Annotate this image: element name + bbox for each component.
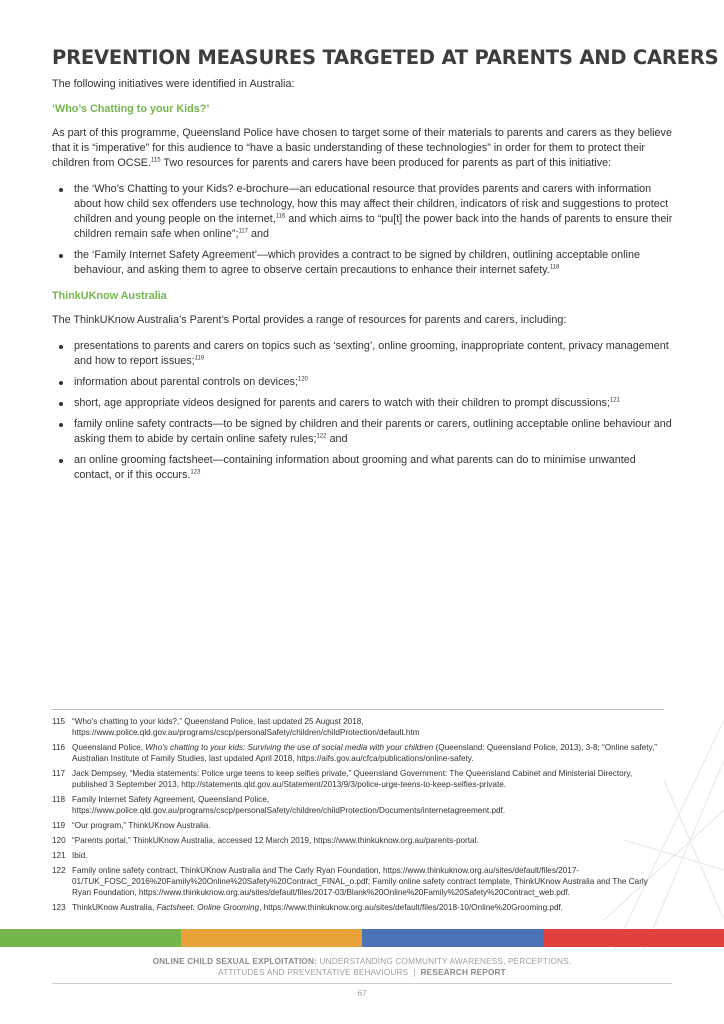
intro-text: The following initiatives were identified in Australia: [52, 78, 295, 90]
footnote-ref[interactable]: 120 [297, 376, 308, 383]
footnote-item: 119 “Our program,” ThinkUKnow Australia. [52, 821, 211, 830]
footnote-item: 123 ThinkUKnow Australia, Factsheet: Online Grooming, https://www.thinkuknow.org.au/sites/default/files/2018-10/Online%20Grooming.pdf. [52, 903, 564, 912]
footnote-ref[interactable]: 119 [194, 355, 205, 362]
whos-chatting-list [52, 182, 674, 278]
color-bar-segment [543, 929, 724, 947]
page-title: PREVENTION MEASURES TARGETED AT PARENTS AND CARERS [52, 46, 719, 69]
list-item: information about parental controls on devices;$^{120}$ [52, 375, 674, 390]
footnote-item: 116 Queensland Police, Who’s chatting to your kids: Surviving the use of social media with your children (Queensland: Queensland Police, 2013), 3-8; “Online safety,” Australian Institute of Family Studies, last updated April 2018, https://aifs.gov.au/cfca/publications/online-safety. [52, 743, 657, 763]
footer-color-bar [0, 929, 724, 947]
section-heading-whos-chatting: ‘Who’s Chatting to your Kids?’ [52, 103, 210, 115]
footnote-item: 122 Family online safety contract, ThinkUKnow Australia and The Carly Ryan Foundation, https://www.thinkuknow.org.au/sites/default/files/2017-01/TUK_FOSC_2016%20Family%20Online%20Safety%20Contract_FINAL_o.pdf; Family online safety contract template, ThinkUKnow Australia and The Carly Ryan Foundation, https://www.thinkuknow.org.au/sites/default/files/2017-03/Blank%20Online%20Family%20Safety%20Contract_web.pdf. [52, 866, 648, 897]
color-bar-segment [0, 929, 181, 947]
list-item: short, age appropriate videos designed for parents and carers to watch with their children to prompt discussions;$^{121}$ [52, 396, 674, 411]
footnote-item: 121 Ibid. [52, 851, 88, 860]
footnotes [52, 709, 664, 917]
list-item: an online grooming factsheet—containing information about grooming and what parents can do to minimise unwanted contact, or if this occurs.$^{123}$ [52, 453, 674, 483]
footnote-ref[interactable]: 117 [238, 228, 249, 235]
footnote-ref[interactable]: 115 [151, 157, 161, 164]
footnote-ref[interactable]: 116 [275, 213, 286, 220]
footnote-ref[interactable]: 123 [190, 469, 201, 476]
color-bar-segment [181, 929, 362, 947]
running-footer: ONLINE CHILD SEXUAL EXPLOITATION: UNDERSTANDING COMMUNITY AWARENESS, PERCEPTIONS, ATTITUDES AND PREVENTATIVE BEHAVIOURS | RESEARCH REPORT [152, 957, 572, 977]
footnote-item: 118 Family Internet Safety Agreement, Queensland Police, https://www.police.qld.gov.au/programs/cscp/personalSafety/children/childProtection/Documents/internetagreement.pdf. [52, 795, 506, 815]
list-item: family online safety contracts—to be signed by children and their parents or carers, outlining acceptable online behaviour and asking them to abide by certain online safety rules;$^{122}$ and [52, 417, 674, 447]
main-content [52, 46, 719, 495]
footer-divider [52, 983, 672, 984]
footnote-item: 115 “Who’s chatting to your kids?,” Queensland Police, last updated 25 August 2018, https://www.police.qld.gov.au/programs/cscp/personalSafety/children/childProtection/default.htm [52, 717, 420, 737]
page-number: 67 [357, 989, 367, 998]
footnote-ref[interactable]: 118 [549, 264, 560, 271]
footnote-item: 120 “Parents portal,” ThinkUKnow Australia, accessed 12 March 2019, https://www.thinkuknow.org.au/parents-portal. [52, 836, 479, 845]
list-item: the ‘Who’s Chatting to your Kids? e-brochure—an educational resource that provides parents and carers with information about how child sex offenders use technology, how this may affect their children, indicators of risk and suggestions to protect children and young people on the internet,$^{116}$ and which aims to “pu[t] the power back into the hands of parents to ensure their children remain safe when online”;$^{117}$ and [52, 182, 674, 242]
footnote-ref[interactable]: 122 [316, 433, 327, 440]
footnote-item: 117 Jack Dempsey, “Media statements: Police urge teens to keep selfies private,” Queensland Government: The Queensland Cabinet and Ministerial Directory, published 3 September 2013, http://statements.qld.gov.au/Statement/2013/9/3/police-urge-teens-to-keep-selfies-private. [52, 769, 633, 789]
color-bar-segment [362, 929, 543, 947]
list-item: presentations to parents and carers on topics such as ‘sexting’, online grooming, inappropriate content, privacy management and how to report issues;$^{119}$ [52, 339, 674, 369]
thinkuknow-list [52, 339, 674, 483]
whos-chatting-paragraph: As part of this programme, Queensland Police have chosen to target some of their materials to parents and carers as they believe that it is “imperative” for this audience to “have a basic understanding of these technologies” in order for them to protect their children from OCSE.$^{115}$ Two resources for parents and carers have been produced for parents as part of this initiative: [52, 127, 672, 169]
section-heading-thinkuknow: ThinkUKnow Australia [52, 290, 167, 302]
footnote-ref[interactable]: 121 [609, 397, 620, 404]
list-item: the ‘Family Internet Safety Agreement’—which provides a contract to be signed by children, outlining acceptable online behaviour, and asking them to agree to observe certain precautions to enhance their internet safety.$^{118}$ [52, 248, 674, 278]
thinkuknow-paragraph: The ThinkUKnow Australia’s Parent’s Portal provides a range of resources for parents and carers, including: [52, 314, 567, 326]
